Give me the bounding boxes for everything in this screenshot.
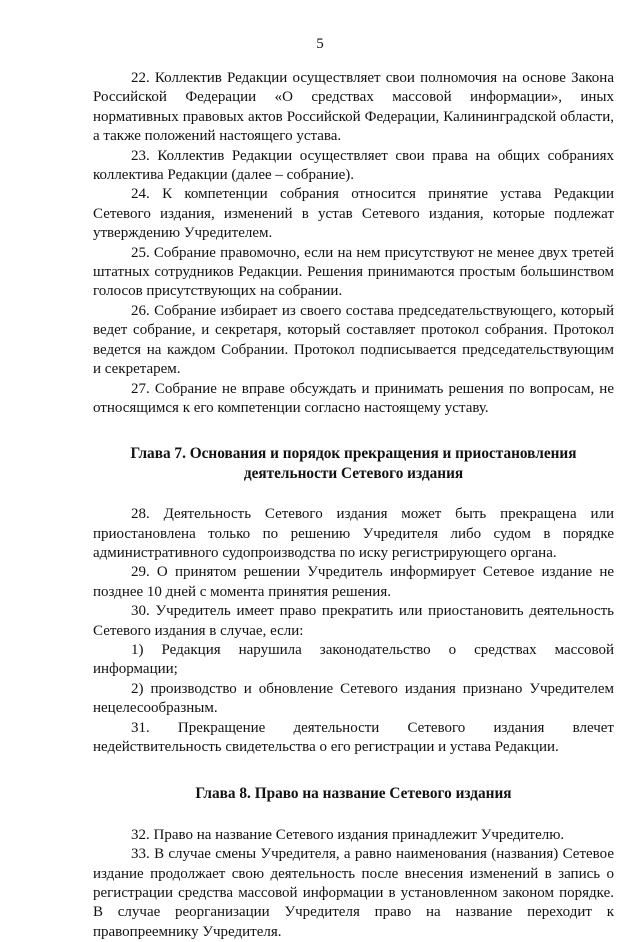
- chapter-7-heading: Глава 7. Основания и порядок прекращения и приостановления деятельности Сетевого издания: [130, 445, 577, 482]
- paragraph-22: 22. Коллектив Редакции осуществляет свои полномочия на основе Закона Российской Федерации «О средствах массовой информации», иных нормативных правовых актов Российской Федерации, Калининградской области, а также положений настоящего устава.: [93, 70, 614, 145]
- page-number: 5: [316, 36, 324, 52]
- paragraph-31: 31. Прекращение деятельности Сетевого издания влечет недействительность свидетельства о его регистрации и устава Редакции.: [93, 719, 614, 755]
- paragraph-30: 30. Учредитель имеет право прекратить или приостановить деятельность Сетевого издания в случае, если:: [93, 603, 614, 639]
- paragraph-32: 32. Право на название Сетевого издания принадлежит Учредителю.: [131, 826, 565, 843]
- document-body: [93, 69, 614, 942]
- paragraph-33: 33. В случае смены Учредителя, а равно наименования (названия) Сетевое издание продолжает свою деятельность после внесения изменений в запись о регистрации средства массовой информации в установленном законом порядке. В случае реорганизации Учредителя право на название переходит к правопреемнику Учредителя.: [93, 846, 614, 940]
- paragraph-27: 27. Собрание не вправе обсуждать и принимать решения по вопросам, не относящимся к его компетенции согласно настоящему уставу.: [93, 380, 614, 416]
- paragraph-26: 26. Собрание избирает из своего состава председательствующего, который ведет собрание, и секретаря, который составляет протокол собрания. Протокол ведется на каждом Собрании. Протокол подписывается председательствующим и секретарем.: [93, 302, 614, 378]
- list-item-2: 2) производство и обновление Сетевого издания признано Учредителем нецелесообразным.: [93, 680, 614, 717]
- paragraph-28: 28. Деятельность Сетевого издания может быть прекращена или приостановлена только по решению Учредителя либо судом в порядке административного судопроизводства по иску регистрирующего органа.: [93, 506, 614, 561]
- paragraph-24: 24. К компетенции собрания относится принятие устава Редакции Сетевого издания, изменений в устав Сетевого издания, которые подлежат утверждению Учредителем.: [93, 186, 614, 242]
- list-item-1: 1) Редакция нарушила законодательство о средствах массовой информации;: [93, 641, 614, 678]
- paragraph-29: 29. О принятом решении Учредитель информирует Сетевое издание не позднее 10 дней с момента принятия решения.: [93, 564, 614, 600]
- paragraph-23: 23. Коллектив Редакции осуществляет свои права на общих собраниях коллектива Редакции (далее – собрание).: [93, 147, 614, 184]
- chapter-8-heading: Глава 8. Право на название Сетевого издания: [195, 785, 512, 803]
- paragraph-25: 25. Собрание правомочно, если на нем присутствуют не менее двух третей штатных сотрудников Редакции. Решения принимаются простым большинством голосов присутствующих на собрании.: [93, 244, 614, 300]
